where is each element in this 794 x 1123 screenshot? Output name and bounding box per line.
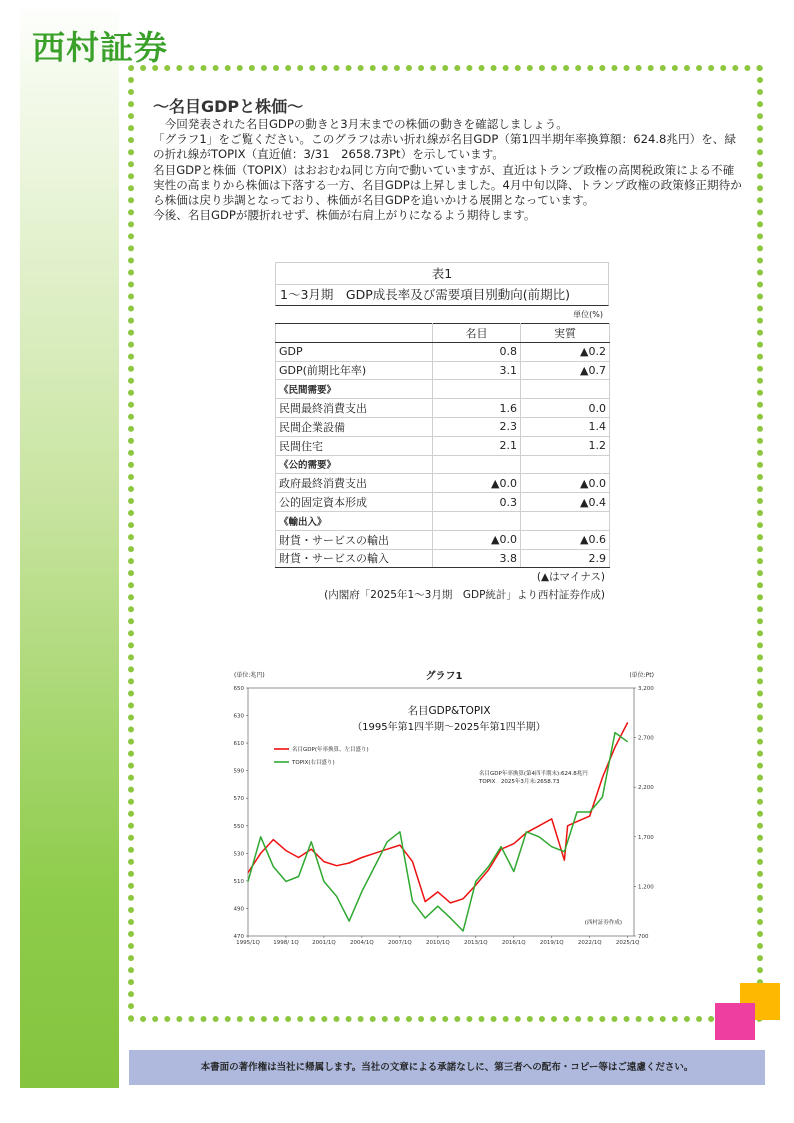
nominal-value: [433, 455, 521, 474]
x-tick-label: 2004/1Q: [350, 940, 374, 946]
left-axis-unit: (単位:兆円): [234, 672, 265, 679]
right-tick-label: 3,200: [638, 686, 654, 692]
row-label: 民間企業設備: [276, 417, 433, 436]
table-row: [276, 530, 610, 549]
right-tick-label: 2,200: [638, 785, 654, 792]
gdp-topix-chart: [226, 665, 662, 947]
table-title: 表1: [275, 262, 609, 284]
article-heading: ～名目GDPと株価～: [153, 97, 304, 116]
x-tick-label: 1998/ 1Q: [273, 940, 299, 946]
nominal-value: 2.1: [433, 436, 521, 455]
nominal-value: [433, 511, 521, 530]
nominal-value: 1.6: [433, 399, 521, 418]
decor-square-pink: [715, 1003, 755, 1040]
table-row: [276, 417, 610, 436]
left-tick-label: 470: [233, 934, 244, 940]
article-body: [153, 117, 743, 223]
table-header-cell: [276, 324, 433, 343]
real-value: 1.4: [521, 417, 610, 436]
chart-annotation: 名目GDP年率換算(第4四半期末):624.8兆円: [479, 771, 588, 777]
legend-label: 名目GDP(年率換算、左目盛り): [292, 747, 369, 753]
real-value: 1.2: [521, 436, 610, 455]
left-tick-label: 650: [233, 686, 244, 692]
gdp-table-block: [275, 262, 609, 601]
x-tick-label: 1995/1Q: [236, 940, 260, 946]
x-tick-label: 2019/1Q: [539, 940, 564, 946]
row-label: GDP(前期比年率): [276, 361, 433, 380]
left-tick-label: 530: [233, 851, 244, 858]
row-label: 財貨・サービスの輸入: [276, 549, 433, 568]
row-label: 政府最終消費支出: [276, 474, 433, 493]
real-value: ▲0.2: [521, 342, 610, 361]
table-row: [276, 436, 610, 455]
real-value: ▲0.7: [521, 361, 610, 380]
article-paragraph: 今後、名目GDPが腰折れせず、株価が右肩上がりになるよう期待します。: [153, 208, 536, 223]
table-row: [276, 511, 610, 530]
legend-label: TOPIX(右目盛り): [292, 760, 335, 766]
left-tick-label: 590: [233, 768, 244, 775]
table-source: (内閣府「2025年1～3月期 GDP統計」より西村証券作成): [324, 589, 605, 602]
x-tick-label: 2001/1Q: [312, 940, 336, 946]
left-tick-label: 630: [233, 713, 244, 720]
table-row: [276, 380, 610, 399]
table-note: (▲はマイナス): [536, 571, 605, 584]
x-tick-label: 2013/1Q: [463, 940, 488, 946]
real-value: 2.9: [521, 549, 610, 568]
row-label: 《公的需要》: [276, 455, 433, 474]
right-axis-unit: (単位:Pt): [629, 672, 654, 679]
nominal-value: 0.3: [433, 493, 521, 512]
row-label: 《輸出入》: [276, 511, 433, 530]
right-tick-label: 1,700: [638, 834, 654, 841]
row-label: 財貨・サービスの輸出: [276, 530, 433, 549]
table-unit: 単位(%): [573, 310, 603, 319]
table-header-cell: 実質: [521, 324, 610, 343]
real-value: [521, 455, 610, 474]
nominal-value: 3.8: [433, 549, 521, 568]
nominal-value: 0.8: [433, 342, 521, 361]
article-paragraph: 今回発表された名目GDPの動きと3月末までの株価の動きを確認しましょう。: [164, 117, 568, 131]
table-row: [276, 493, 610, 512]
x-tick-label: 2010/1Q: [425, 940, 450, 946]
real-value: ▲0.6: [521, 530, 610, 549]
right-tick-label: 2,700: [638, 735, 654, 742]
table-subtitle: 1～3月期 GDP成長率及び需要項目別動向(前期比): [275, 284, 609, 306]
row-label: 公的固定資本形成: [276, 493, 433, 512]
real-value: [521, 380, 610, 399]
real-value: ▲0.0: [521, 474, 610, 493]
row-label: 民間住宅: [276, 436, 433, 455]
table-row: [276, 474, 610, 493]
left-accent-bar: [20, 0, 119, 1088]
chart-annotation: TOPIX 2025年3月末:2658.73: [479, 779, 560, 785]
nominal-value: [433, 380, 521, 399]
figure-label: グラフ1: [425, 671, 463, 682]
copyright-footer: 本書面の著作権は当社に帰属します。当社の文章による承諾なしに、第三者への配布・コピー等はご遠慮ください。: [129, 1050, 765, 1085]
nominal-value: 2.3: [433, 417, 521, 436]
real-value: [521, 511, 610, 530]
company-logo: 西村証券: [32, 28, 168, 67]
right-tick-label: 1,200: [638, 884, 654, 891]
real-value: ▲0.4: [521, 493, 610, 512]
left-tick-label: 510: [233, 878, 244, 885]
row-label: 民間最終消費支出: [276, 399, 433, 418]
left-tick-label: 490: [233, 906, 244, 913]
chart-svg: [226, 665, 662, 947]
table-row: [276, 455, 610, 474]
chart-credit: (西村証券作成): [584, 920, 622, 926]
article-paragraph: 「グラフ1」をご覧ください。このグラフは赤い折れ線が名目GDP（第1四半期年率換算額：624.8兆円）を、緑の折れ線がTOPIX（直近値：3/31 2658.73Pt）を示しています。: [153, 132, 736, 162]
table-row: [276, 549, 610, 568]
x-tick-label: 2007/1Q: [388, 940, 412, 946]
row-label: GDP: [276, 342, 433, 361]
x-tick-label: 2025/1Q: [615, 940, 640, 946]
left-tick-label: 570: [233, 796, 244, 803]
chart-subtitle: （1995年第1四半期～2025年第1四半期）: [352, 722, 546, 733]
nominal-value: ▲0.0: [433, 474, 521, 493]
table-header-cell: 名目: [433, 324, 521, 343]
x-tick-label: 2022/1Q: [577, 940, 602, 946]
real-value: 0.0: [521, 399, 610, 418]
table-row: [276, 399, 610, 418]
right-tick-label: 700: [638, 934, 649, 940]
x-tick-label: 2016/1Q: [501, 940, 526, 946]
table-row: [276, 361, 610, 380]
row-label: 《民間需要》: [276, 380, 433, 399]
article-paragraph: 名目GDPと株価（TOPIX）はおおむね同じ方向で動いていますが、直近はトランプ政権の高関税政策による不確実性の高まりから株価は下落する一方、名目GDPは上昇しました。4月中旬以降、トランプ政権の政策修正期待から株価は戻り歩調となっており、株価が名目GDPを追いかける展開となっています。: [153, 162, 742, 208]
nominal-value: ▲0.0: [433, 530, 521, 549]
table-header-row: [276, 324, 610, 343]
chart-title: 名目GDP&TOPIX: [407, 705, 491, 717]
gdp-table: [275, 323, 610, 568]
left-tick-label: 610: [233, 741, 244, 748]
left-tick-label: 550: [233, 823, 244, 830]
table-row: [276, 342, 610, 361]
nominal-value: 3.1: [433, 361, 521, 380]
